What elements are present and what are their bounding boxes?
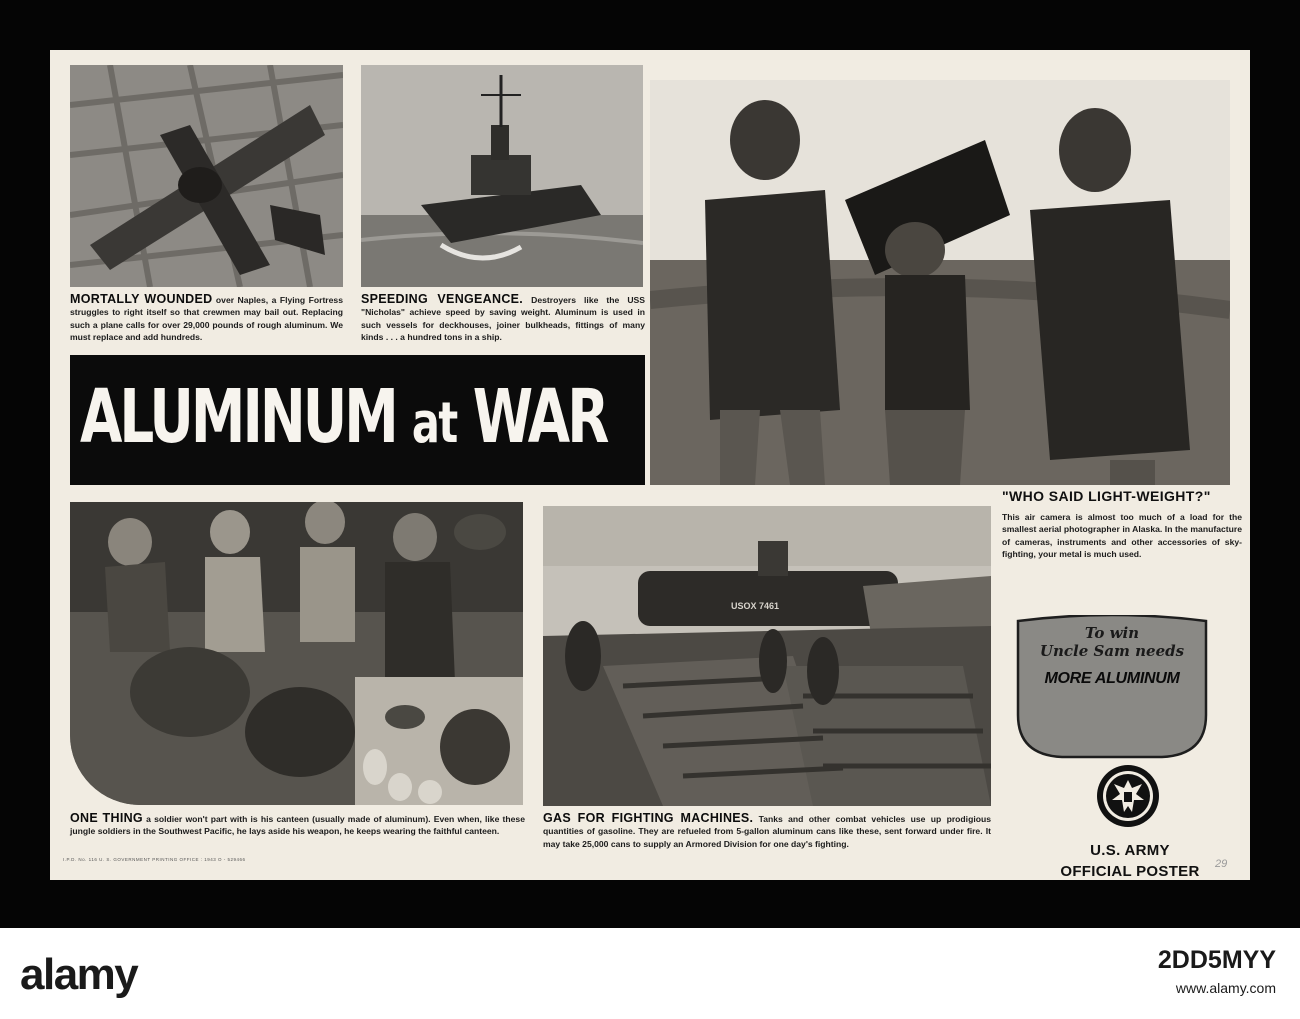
image-id: 2DD5MYY: [1157, 946, 1276, 974]
one-thing-lead: ONE THING: [70, 811, 143, 825]
gas-cans-photo: [543, 506, 991, 806]
alamy-logo: alamy: [20, 950, 138, 999]
poster-title: [80, 362, 607, 479]
mortally-wounded-body: over Naples, a Flying Fortress struggles to right itself so that crewmen may bail out. Replacing such a plane calls for over 29,000 pounds of rough aluminum. We must replace and add hundreds.: [70, 295, 343, 342]
one-thing-caption: [70, 812, 525, 838]
mortally-wounded-caption: [70, 293, 343, 343]
watermark-url: www.alamy.com: [1175, 980, 1276, 996]
speeding-vengeance-body: Destroyers like the USS "Nicholas" achieve speed by saving weight. Aluminum is used in such vessels for deckhouses, joiner bulkheads, fittings of many kinds . . . a hundred tons in a ship.: [361, 295, 645, 342]
airmen-camera-photo: [650, 80, 1230, 485]
bomber-photo: [70, 65, 343, 287]
speeding-vengeance-caption: [361, 293, 645, 343]
speeding-vengeance-lead: SPEEDING VENGEANCE.: [361, 292, 524, 306]
poster: [50, 50, 1250, 880]
pencil-mark: 29: [1215, 858, 1228, 870]
shield-line3: MORE ALUMINUM: [1044, 670, 1180, 687]
destroyer-photo: [361, 65, 643, 287]
gas-machines-body: Tanks and other combat vehicles use up prodigious quantities of gasoline. They are refueled from 5-gallon aluminum cans like these, sent forward under fire. It may take 25,000 cans to supply an Armored Division for one day's fighting.: [543, 814, 991, 849]
title-main: ALUMINUM: [80, 374, 396, 460]
shield-text: [1012, 624, 1212, 690]
title-end: WAR: [472, 374, 607, 460]
mortally-wounded-lead: MORTALLY WOUNDED: [70, 292, 213, 306]
army-line2: OFFICIAL POSTER: [1060, 863, 1200, 880]
shield-line2: Uncle Sam needs: [1039, 642, 1185, 660]
tank-car-label: USOX 7461: [731, 601, 780, 611]
gas-machines-caption: [543, 812, 991, 850]
title-small: at: [411, 391, 457, 456]
one-thing-body: a soldier won't part with is his canteen (usually made of aluminum). Even when, like these jungle soldiers in the Southwest Pacific, he lays aside his weapon, he keeps wearing the faithful canteen.: [70, 814, 525, 837]
who-said-lead: "WHO SAID LIGHT-WEIGHT?": [1002, 488, 1211, 504]
army-line1: U.S. ARMY: [1090, 842, 1170, 859]
who-said-body: This air camera is almost too much of a load for the smallest aerial photographer in Alaska. In the manufacture of cameras, instruments and other accessories of sky-fighting, your metal is much used.: [1002, 512, 1242, 559]
shield-line1: To win: [1084, 624, 1140, 642]
jungle-soldiers-photo: [70, 502, 523, 805]
army-seal-icon: [1096, 764, 1160, 828]
printer-fine-print: I.P.D. No. 116 U. S. GOVERNMENT PRINTING OFFICE : 1943 O - 529466: [63, 857, 246, 862]
gas-machines-lead: GAS FOR FIGHTING MACHINES.: [543, 811, 754, 825]
